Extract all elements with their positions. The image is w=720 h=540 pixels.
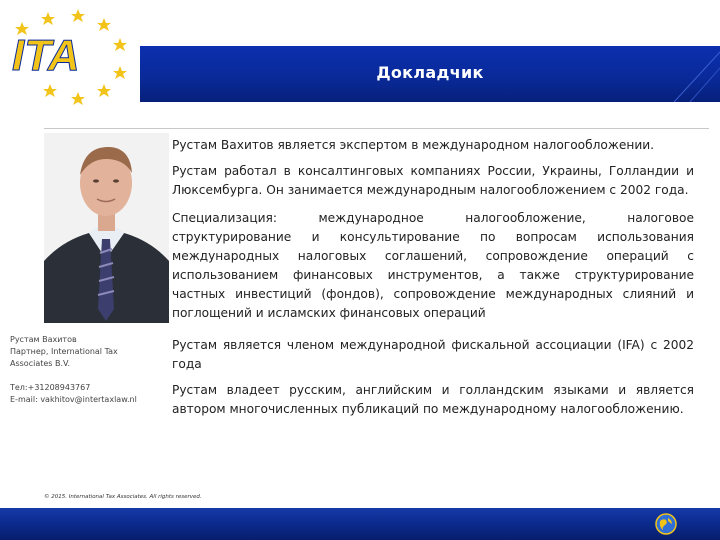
bio-text bbox=[172, 136, 694, 419]
copyright-text: © 2015. International Tax Associates. All rights reserved. bbox=[44, 494, 202, 500]
logo-star-icon bbox=[71, 92, 85, 105]
ita-logo bbox=[0, 0, 140, 110]
speaker-caption bbox=[10, 334, 175, 406]
bio-paragraph: Специализация: международное налогообложение, налоговое структурирование и консультирование по вопросам использования международных налоговых соглашений, сопровождение операций с использованием финансовых инструментов, а также структурирование частных инвестиций (фондов), сопровождение международных слияний и поглощений и исламских финансовых операций bbox=[172, 211, 694, 320]
logo-star-icon bbox=[113, 38, 127, 51]
logo-star-icon bbox=[97, 84, 111, 97]
logo-text: ITA bbox=[12, 31, 80, 80]
globe-icon bbox=[654, 512, 678, 536]
speaker-photo bbox=[44, 133, 169, 323]
speaker-role: Партнер, International Tax bbox=[10, 347, 118, 356]
divider bbox=[44, 128, 709, 129]
header-bar bbox=[140, 46, 720, 102]
logo-star-icon bbox=[41, 12, 55, 25]
bio-paragraph: Рустам является членом международной фискальной ассоциации (IFA) с 2002 года bbox=[172, 338, 694, 371]
footer-bar bbox=[0, 508, 720, 540]
bio-paragraph: Рустам работал в консалтинговых компаниях России, Украины, Голландии и Люксембурга. Он занимается международным налогообложением с 2002 года. bbox=[172, 164, 694, 197]
speaker-name: Рустам Вахитов bbox=[10, 335, 77, 344]
speaker-company: Associates B.V. bbox=[10, 359, 71, 368]
logo-star-icon bbox=[113, 66, 127, 79]
page-title: Докладчик bbox=[376, 63, 484, 82]
speaker-phone: Тел:+31208943767 bbox=[10, 383, 91, 392]
bio-paragraph: Рустам владеет русским, английским и голландским языками и является автором многочисленных публикаций по международному налогообложению. bbox=[172, 383, 694, 416]
speaker-email[interactable]: E-mail: vakhitov@intertaxlaw.nl bbox=[10, 395, 137, 404]
logo-star-icon bbox=[43, 84, 57, 97]
logo-star-icon bbox=[71, 9, 85, 22]
bio-paragraph: Рустам Вахитов является экспертом в международном налогообложении. bbox=[172, 138, 655, 152]
logo-star-icon bbox=[97, 18, 111, 31]
